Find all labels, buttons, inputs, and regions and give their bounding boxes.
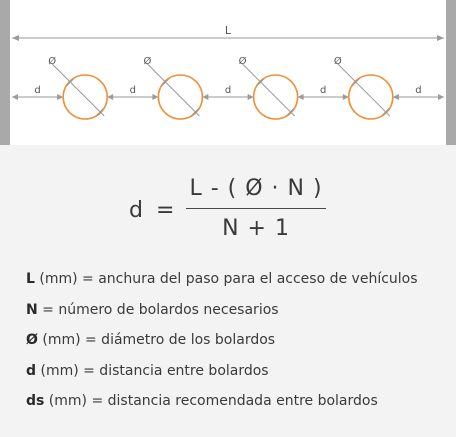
arrowhead-icon: [438, 94, 444, 100]
arrowhead-icon: [12, 94, 18, 100]
legend-symbol: ds: [26, 393, 45, 409]
gap-label: d: [129, 85, 136, 96]
fraction-bar: [186, 208, 326, 209]
arrowhead-icon: [57, 94, 63, 100]
legend-symbol: Ø: [26, 332, 38, 348]
right-wall: [446, 0, 456, 145]
arrowhead-icon: [393, 94, 399, 100]
variable-legend: [26, 268, 446, 421]
left-wall: [0, 0, 10, 145]
gap-label: d: [415, 85, 422, 96]
formula-numerator: L - ( Ø · N ): [189, 176, 323, 201]
legend-symbol: N: [26, 301, 38, 318]
diameter-label: Ø: [333, 56, 342, 67]
bollard-spacing-diagram: [0, 0, 456, 145]
legend-text: (mm) = distancia entre bolardos: [36, 362, 269, 379]
legend-text: (mm) = distancia recomendada entre bolardos: [44, 393, 378, 409]
legend-row-d: [26, 360, 446, 391]
legend-row-ds: [26, 390, 446, 421]
arrowhead-icon: [152, 94, 158, 100]
diameter-label: Ø: [238, 56, 247, 67]
spacing-formula: [0, 170, 456, 250]
arrowhead-icon: [107, 94, 113, 100]
arrowhead-icon: [298, 94, 304, 100]
diameter-label: Ø: [143, 56, 152, 67]
gap-label: d: [320, 85, 327, 96]
legend-symbol: L: [26, 271, 35, 287]
arrowhead-icon: [202, 94, 208, 100]
legend-row-diameter: [26, 329, 446, 360]
legend-text: (mm) = diámetro de los bolardos: [37, 332, 276, 348]
gap-label: d: [34, 85, 41, 96]
legend-row-l: [26, 268, 446, 299]
legend-row-n: [26, 299, 446, 330]
legend-symbol: d: [26, 362, 37, 379]
diameter-label: Ø: [48, 56, 57, 67]
length-label: L: [224, 24, 232, 37]
gap-label: d: [224, 85, 232, 96]
arrowhead-icon: [343, 94, 349, 100]
formula-lhs: d: [129, 198, 143, 223]
formula-equals: =: [156, 198, 175, 223]
legend-text: = número de bolardos necesarios: [37, 301, 279, 318]
formula-denominator: N + 1: [222, 216, 290, 241]
legend-text: (mm) = anchura del paso para el acceso de vehículos: [34, 271, 418, 287]
arrowhead-icon: [248, 94, 254, 100]
